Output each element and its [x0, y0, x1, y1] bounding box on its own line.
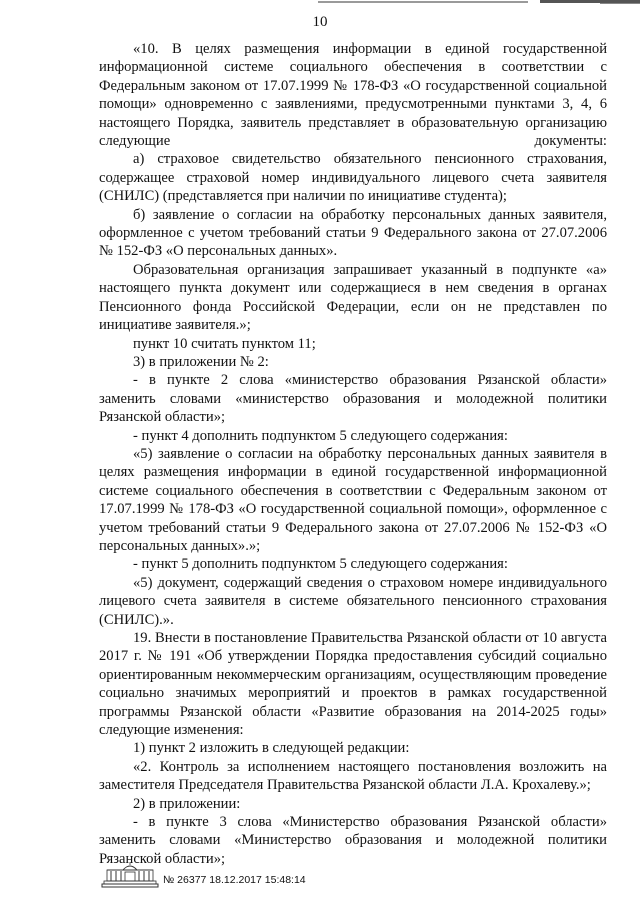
paragraph: 3) в приложении № 2:	[133, 353, 269, 370]
government-building-stamp-icon	[101, 861, 159, 894]
paragraph: 1) пункт 2 изложить в следующей редакции:	[133, 740, 410, 757]
paragraph: Образовательная организация запрашивает указанный в подпункте «а» настоящего пункта документ или содержащиеся в нем сведения в органах Пенсионного фонда Российской Федерации, если он не представлен по инициативе заявителя.»;	[99, 261, 607, 334]
document-registration: № 26377 18.12.2017 15:48:14	[163, 874, 306, 886]
paragraph: 2) в приложении:	[133, 795, 241, 812]
paragraph: «10. В целях размещения информации в единой государственной информационной системе социального обеспечения в соответствии с Федеральным законом от 17.07.1999 № 178-ФЗ «О государственной социальной помощи» одновременно с заявлениями, предусмотренными пунктами 3, 4, 6 настоящего Порядка, заявитель представляет в образовательную организацию следующие документы:	[99, 41, 607, 150]
paragraph: пункт 10 считать пунктом 11;	[133, 335, 316, 352]
paragraph: а) страховое свидетельство обязательного пенсионного страхования, содержащее страховой номер индивидуального лицевого счета заявителя (СНИЛС) (представляется при наличии по инициативе студента);	[99, 151, 607, 205]
paragraph: - пункт 5 дополнить подпунктом 5 следующего содержания:	[133, 556, 508, 573]
footer	[101, 861, 361, 891]
scan-noise	[0, 0, 640, 14]
paragraph: «5) документ, содержащий сведения о страховом номере индивидуального лицевого счета заявителя в системе обязательного пенсионного страхования (СНИЛС).».	[99, 574, 607, 628]
paragraph: б) заявление о согласии на обработку персональных данных заявителя, оформленное с учетом требований статьи 9 Федерального закона от 27.07.2006 № 152-ФЗ «О персональных данных».	[99, 206, 607, 260]
page-number: 10	[312, 14, 328, 30]
paragraph: 19. Внести в постановление Правительства Рязанской области от 10 августа 2017 г. № 191 «Об утверждении Порядка предоставления субсидий социально ориентированным некоммерческим организациям, осуществляющим проведение социально значимых мероприятий и проектов в рамках государственной программы Рязанской области «Развитие образования на 2014-2025 годы» следующие изменения:	[99, 630, 607, 739]
document-body	[99, 40, 607, 868]
paragraph: - в пункте 3 слова «Министерство образования Рязанской области» заменить словами «Министерство образования и молодежной политики Рязанской области»;	[99, 814, 607, 867]
paragraph: «2. Контроль за исполнением настоящего постановления возложить на заместителя Председателя Правительства Рязанской области Л.А. Крохалеву.»;	[99, 758, 607, 794]
paragraph: - в пункте 2 слова «министерство образования Рязанской области» заменить словами «министерство образования и молодежной политики Рязанской области»;	[99, 372, 607, 426]
paragraph: «5) заявление о согласии на обработку персональных данных заявителя в целях размещения информации в единой государственной информационной системе социального обеспечения в соответствии с Федеральным законом от 17.07.1999 № 178-ФЗ «О государственной социальной помощи», оформленное с учетом требований статьи 9 Федерального закона от 27.07.2006 № 152-ФЗ «О персональных данных».»;	[99, 445, 607, 554]
paragraph: - пункт 4 дополнить подпунктом 5 следующего содержания:	[133, 427, 508, 444]
